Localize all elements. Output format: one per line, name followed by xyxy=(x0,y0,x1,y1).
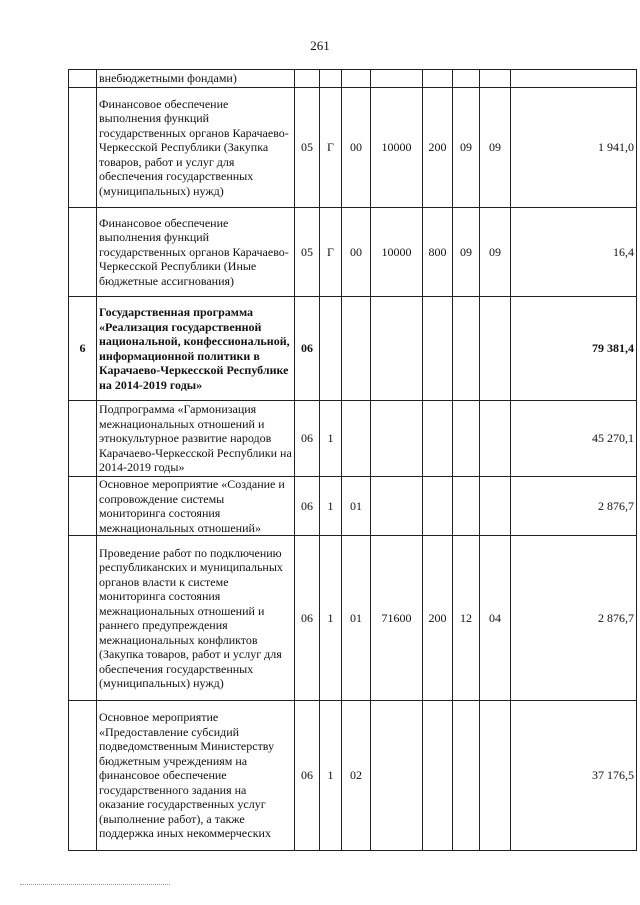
direction-code: 10000 xyxy=(371,208,423,297)
expense-type-code xyxy=(423,70,453,88)
main-event-code: 00 xyxy=(342,208,371,297)
row-sum: 16,4 xyxy=(511,208,637,297)
direction-code xyxy=(371,701,423,851)
subsection-code: 04 xyxy=(480,536,511,701)
program-code: 06 xyxy=(295,401,320,477)
row-name: внебюджетными фондами) xyxy=(97,70,295,88)
row-name: Государственная программа «Реализация государственной национальной, конфессиональной, информационной политики в Карачаево-Черкесской Республике на 2014-2019 годы» xyxy=(97,297,295,401)
subprogram-code: 1 xyxy=(320,536,342,701)
row-number: 6 xyxy=(69,297,97,401)
subprogram-code: 1 xyxy=(320,401,342,477)
footer-divider xyxy=(20,884,170,885)
subsection-code: 09 xyxy=(480,88,511,208)
program-code: 06 xyxy=(295,477,320,536)
subprogram-code: Г xyxy=(320,208,342,297)
budget-table xyxy=(68,69,637,851)
direction-code xyxy=(371,477,423,536)
subsection-code: 09 xyxy=(480,208,511,297)
row-sum: 79 381,4 xyxy=(511,297,637,401)
direction-code xyxy=(371,401,423,477)
direction-code xyxy=(371,70,423,88)
row-sum: 1 941,0 xyxy=(511,88,637,208)
table-row xyxy=(69,297,637,401)
section-code xyxy=(453,701,480,851)
section-code xyxy=(453,401,480,477)
table-row xyxy=(69,70,637,88)
row-sum: 37 176,5 xyxy=(511,701,637,851)
section-code: 09 xyxy=(453,208,480,297)
main-event-code: 01 xyxy=(342,536,371,701)
row-name: Основное мероприятие «Предоставление субсидий подведомственным Министерству бюджетным учреждениям на финансовое обеспечение государственного задания на оказание государственных услуг (выполнение работ), а также поддержка иных некоммерческих xyxy=(97,701,295,851)
main-event-code: 02 xyxy=(342,701,371,851)
program-code: 06 xyxy=(295,701,320,851)
section-code xyxy=(453,477,480,536)
row-number xyxy=(69,88,97,208)
row-sum xyxy=(511,70,637,88)
section-code: 12 xyxy=(453,536,480,701)
row-number xyxy=(69,70,97,88)
row-name: Финансовое обеспечение выполнения функций государственных органов Карачаево-Черкесской Республики (Иные бюджетные ассигнования) xyxy=(97,208,295,297)
table-row xyxy=(69,477,637,536)
expense-type-code xyxy=(423,401,453,477)
main-event-code: 00 xyxy=(342,88,371,208)
subsection-code xyxy=(480,401,511,477)
program-code: 05 xyxy=(295,208,320,297)
expense-type-code: 200 xyxy=(423,536,453,701)
expense-type-code xyxy=(423,477,453,536)
row-number xyxy=(69,477,97,536)
direction-code: 10000 xyxy=(371,88,423,208)
table-row xyxy=(69,536,637,701)
row-number xyxy=(69,536,97,701)
expense-type-code: 800 xyxy=(423,208,453,297)
table-row xyxy=(69,208,637,297)
table-row xyxy=(69,88,637,208)
page-number: 261 xyxy=(310,38,330,53)
program-code: 05 xyxy=(295,88,320,208)
subprogram-code: 1 xyxy=(320,701,342,851)
expense-type-code: 200 xyxy=(423,88,453,208)
row-number xyxy=(69,401,97,477)
row-name: Финансовое обеспечение выполнения функций государственных органов Карачаево-Черкесской Республики (Закупка товаров, работ и услуг для обеспечения государственных (муниципальных) нужд) xyxy=(97,88,295,208)
subsection-code xyxy=(480,477,511,536)
section-code xyxy=(453,70,480,88)
program-code: 06 xyxy=(295,536,320,701)
row-number xyxy=(69,208,97,297)
row-number xyxy=(69,701,97,851)
subsection-code xyxy=(480,701,511,851)
program-code: 06 xyxy=(295,297,320,401)
subprogram-code xyxy=(320,70,342,88)
main-event-code xyxy=(342,401,371,477)
subprogram-code xyxy=(320,297,342,401)
row-name: Подпрограмма «Гармонизация межнациональных отношений и этнокультурное развитие народов Карачаево-Черкесской Республики на 2014-2019 годы» xyxy=(97,401,295,477)
expense-type-code xyxy=(423,297,453,401)
direction-code: 71600 xyxy=(371,536,423,701)
subprogram-code: 1 xyxy=(320,477,342,536)
section-code: 09 xyxy=(453,88,480,208)
row-name: Основное мероприятие «Создание и сопровождение системы мониторинга состояния межнациональных отношений» xyxy=(97,477,295,536)
row-sum: 45 270,1 xyxy=(511,401,637,477)
table-row xyxy=(69,701,637,851)
table-row xyxy=(69,401,637,477)
subsection-code xyxy=(480,297,511,401)
program-code xyxy=(295,70,320,88)
row-name: Проведение работ по подключению республиканских и муниципальных органов власти к системе мониторинга состояния межнациональных отношений и раннего предупреждения межнациональных конфликтов (Закупка товаров, работ и услуг для обеспечения государственных (муниципальных) нужд) xyxy=(97,536,295,701)
direction-code xyxy=(371,297,423,401)
row-sum: 2 876,7 xyxy=(511,536,637,701)
expense-type-code xyxy=(423,701,453,851)
main-event-code xyxy=(342,297,371,401)
subsection-code xyxy=(480,70,511,88)
main-event-code: 01 xyxy=(342,477,371,536)
row-sum: 2 876,7 xyxy=(511,477,637,536)
subprogram-code: Г xyxy=(320,88,342,208)
main-event-code xyxy=(342,70,371,88)
section-code xyxy=(453,297,480,401)
